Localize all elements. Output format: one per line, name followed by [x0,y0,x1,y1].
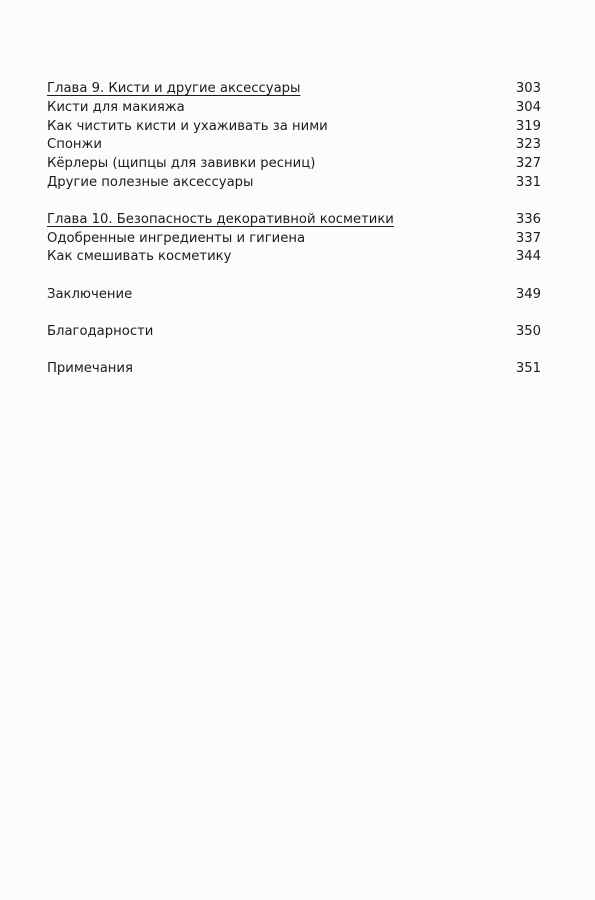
toc-chapter-title: Глава 10. Безопасность декоративной косметики [47,212,394,227]
toc-entry-row [47,135,541,154]
toc-entry-title: Кисти для макияжа [47,100,185,115]
toc-entry-title: Другие полезные аксессуары [47,175,254,190]
toc-page-number: 344 [515,249,541,264]
toc-entry-row [47,98,541,117]
toc-entry-title: Одобренные ингредиенты и гигиена [47,231,306,246]
toc-page-number: 336 [515,212,541,227]
toc-entry-title: Как чистить кисти и ухаживать за ними [47,119,328,134]
toc-page-number: 319 [515,119,541,134]
toc-page-number: 349 [515,287,541,302]
toc-page-number: 303 [515,81,541,96]
toc-entry-title: Заключение [47,287,133,302]
toc-page-number: 337 [515,231,541,246]
toc-page-number: 304 [515,100,541,115]
toc-notes-row [47,359,541,378]
toc-page-number: 331 [515,175,541,190]
toc-page-number: 350 [515,324,541,339]
toc-entry-row [47,229,541,248]
toc-acknowledgements-row [47,322,541,341]
toc-chapter-title: Глава 9. Кисти и другие аксессуары [47,81,301,96]
toc-chapter-10-row [47,210,541,229]
toc-entry-row [47,154,541,173]
toc-entry-title: Благодарности [47,324,154,339]
toc-entry-row [47,117,541,136]
toc-entry-title: Как смешивать косметику [47,249,232,264]
toc-page-number: 327 [515,156,541,171]
toc-chapter-9-row [47,79,541,98]
toc-entry-row [47,247,541,266]
toc-entry-title: Кёрлеры (щипцы для завивки ресниц) [47,156,316,171]
toc-page-number: 323 [515,137,541,152]
toc-page-number: 351 [515,361,541,376]
toc-entry-title: Спонжи [47,137,102,152]
toc-conclusion-row [47,285,541,304]
toc-entry-row [47,173,541,192]
toc-entry-title: Примечания [47,361,133,376]
